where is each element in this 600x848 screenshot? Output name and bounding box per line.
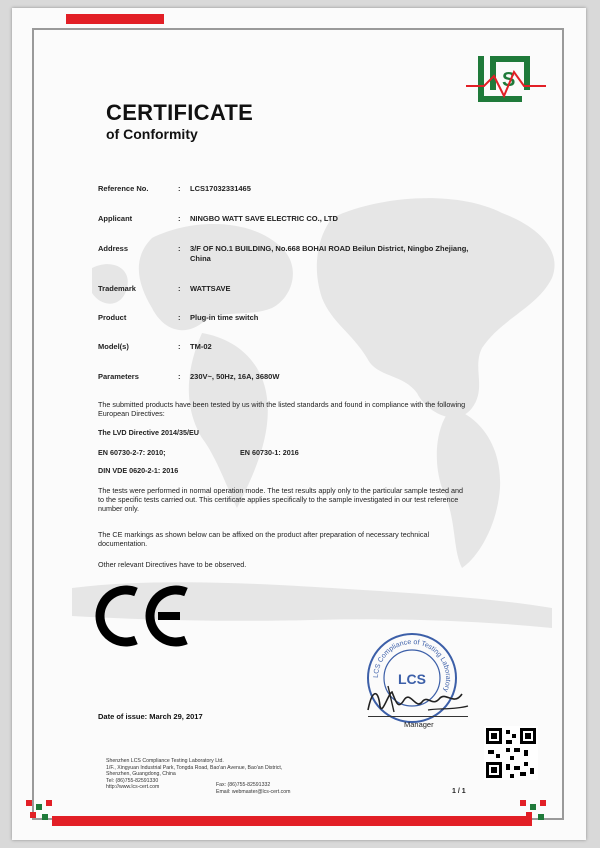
- field-value: NINGBO WATT SAVE ELECTRIC CO., LTD: [190, 214, 338, 223]
- certificate-sheet: [12, 8, 586, 840]
- standard-2: EN 60730-1: 2016: [240, 448, 299, 457]
- field-separator: :: [178, 342, 181, 351]
- field-separator: :: [178, 313, 181, 322]
- footer-web: http://www.lcs-cert.com: [106, 784, 160, 790]
- ce-paragraph: The CE markings as shown below can be affixed on the product after preparation of necessary technical documentation.: [98, 530, 430, 548]
- footer-fax: Fax: (86)755-82591332: [216, 782, 271, 788]
- footer-address-2: Shenzhen, Guangdong, China: [106, 771, 176, 777]
- date-of-issue: Date of issue: March 29, 2017: [98, 712, 203, 721]
- tested-paragraph: The submitted products have been tested by us with the listed standards and found in compliance with the following European Directives:: [98, 400, 466, 418]
- svg-text:S: S: [502, 69, 516, 91]
- field-value: 3/F OF NO.1 BUILDING, No.668 BOHAI ROAD Beilun District, Ningbo Zhejiang, China: [190, 244, 469, 263]
- manager-label: Manager: [404, 720, 434, 729]
- field-separator: :: [178, 184, 181, 193]
- qr-code-icon: [484, 726, 538, 780]
- field-label: Address: [98, 244, 129, 253]
- field-label: Reference No.: [98, 184, 149, 193]
- field-value: WATTSAVE: [190, 284, 231, 293]
- field-value: TM-02: [190, 342, 212, 351]
- footer-lab-name: Shenzhen LCS Compliance Testing Laboratory Ltd.: [106, 758, 224, 764]
- other-directives: Other relevant Directives have to be observed.: [98, 560, 247, 569]
- results-paragraph: The tests were performed in normal operation mode. The test results apply only to the particular sample tested and to the specific tests carried out. This certificate applies specifically to the sample investigated in our test reference number only.: [98, 486, 464, 513]
- field-value: LCS17032331465: [190, 184, 251, 193]
- field-label: Applicant: [98, 214, 133, 223]
- stamp-center-letters: LCS: [398, 671, 426, 687]
- field-separator: :: [178, 214, 181, 223]
- field-label: Model(s): [98, 342, 129, 351]
- certificate-subtitle: of Conformity: [106, 126, 198, 142]
- field-separator: :: [178, 244, 181, 253]
- field-separator: :: [178, 372, 181, 381]
- certificate-title: CERTIFICATE: [106, 100, 254, 125]
- page-number: 1 / 1: [452, 788, 466, 795]
- ce-mark-icon: [94, 584, 194, 648]
- field-label: Trademark: [98, 284, 136, 293]
- top-red-bar: [66, 14, 164, 24]
- field-separator: :: [178, 284, 181, 293]
- footer-address-1: 1/F., Xingyuan Industrial Park, Tongda Road, Bao'an Avenue, Bao'an District,: [106, 764, 283, 771]
- lab-contact: [216, 782, 290, 795]
- footer-email: Email: webmaster@lcs-cert.com: [216, 788, 291, 795]
- directive-line: The LVD Directive 2014/35/EU: [98, 428, 199, 437]
- field-value: Plug-in time switch: [190, 313, 259, 322]
- bottom-red-bar: [52, 816, 532, 826]
- stamp-ring-text: LCS Compliance of Testing Laboratory: [372, 638, 452, 693]
- standard-3: DIN VDE 0620-2-1: 2016: [98, 466, 179, 475]
- standard-1: EN 60730-2-7: 2010;: [98, 448, 166, 457]
- field-value: 230V~, 50Hz, 16A, 3680W: [190, 372, 280, 381]
- footer-tel: Tel: (86)755-82591330: [106, 777, 159, 784]
- lcs-logo-icon: [464, 52, 548, 112]
- signature-icon: [358, 680, 478, 720]
- field-label: Product: [98, 313, 127, 322]
- signature-line: [368, 716, 468, 717]
- field-label: Parameters: [98, 372, 139, 381]
